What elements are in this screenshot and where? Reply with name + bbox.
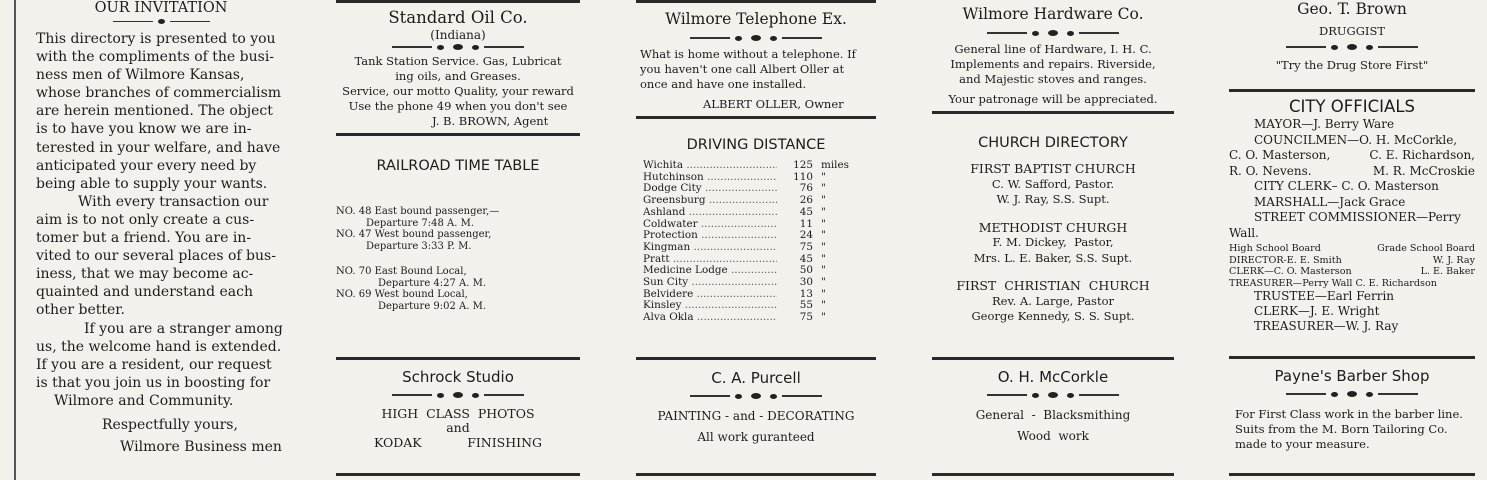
board-treasurer: TREASURER—Perry Wall C. E. Richardson: [1229, 277, 1437, 289]
driving-table: [636, 160, 876, 324]
church-pastor: F. M. Dickey, Pastor,: [992, 235, 1114, 249]
invitation-line: other better.: [36, 302, 125, 319]
distance-miles: 13: [799, 287, 813, 300]
invitation-signature: Wilmore Business men: [120, 438, 282, 455]
ornament-divider: [1229, 391, 1475, 397]
standard-oil-line: Service, our motto Quality, your reward: [342, 84, 574, 98]
invitation-body: [36, 30, 286, 410]
schrock-line-2: and: [446, 420, 470, 435]
section-rule: [1229, 473, 1475, 476]
distance-place: Kinsley .....: [643, 300, 777, 312]
hardware-patronage: Your patronage will be appreciated.: [948, 92, 1158, 106]
distance-place: Greensburg .....: [643, 195, 777, 207]
standard-oil-name: Standard Oil Co.: [388, 8, 528, 27]
standard-oil-line: ing oils, and Greases.: [395, 69, 521, 83]
invitation-line: being able to supply your wants.: [36, 175, 268, 192]
distance-miles: 55: [799, 299, 813, 312]
distance-miles: 110: [793, 170, 813, 183]
section-rule: [932, 357, 1174, 360]
distance-unit: ": [821, 287, 826, 300]
distance-row: [643, 277, 876, 289]
distance-miles: 125: [793, 159, 813, 171]
railroad-line: NO. 47 West bound passenger,: [336, 229, 492, 241]
church-pastor: C. W. Safford, Pastor.: [991, 176, 1115, 191]
invitation-line: tomer but a friend. You are in-: [36, 230, 252, 247]
payne-line: Suits from the M. Born Tailoring Co.: [1235, 422, 1448, 436]
invitation-column: [36, 0, 286, 480]
mccorkle-line-2: Wood work: [1017, 429, 1089, 443]
telephone-name: Wilmore Telephone Ex.: [665, 10, 847, 28]
ornament-divider: [336, 44, 580, 50]
distance-unit: ": [821, 229, 826, 242]
church-superintendent: Mrs. L. E. Baker, S.S. Supt.: [973, 250, 1133, 265]
invitation-closing: Respectfully yours,: [102, 416, 238, 433]
board-clerk-grade: L. E. Baker: [1420, 266, 1475, 278]
officials-councilmen-row: [1229, 164, 1475, 180]
invitation-line: If you are a resident, our request: [36, 356, 272, 373]
distance-unit: ": [821, 182, 826, 195]
railroad-line: Departure 7:48 A. M.: [366, 217, 475, 229]
ornament-divider: [932, 30, 1174, 36]
brown-name: Geo. T. Brown: [1297, 0, 1407, 18]
mccorkle-line-1: General - Blacksmithing: [975, 408, 1131, 422]
standard-oil-sub: (Indiana): [430, 28, 486, 42]
section-rule: [636, 357, 876, 360]
brown-sub: DRUGGIST: [1318, 24, 1386, 38]
distance-unit: ": [821, 264, 826, 277]
schrock-kodak: KODAK: [374, 435, 422, 450]
invitation-line: vited to our several places of bus-: [36, 248, 276, 265]
high-school-board-label: High School Board: [1229, 243, 1321, 254]
distance-place: Pratt .....: [643, 254, 777, 266]
board-director: DIRECTOR-E. E. Smith: [1229, 254, 1342, 266]
church-list: [932, 161, 1174, 325]
distance-miles: 26: [799, 194, 813, 207]
distance-place: Dodge City .....: [643, 183, 777, 195]
schrock-line-1: HIGH CLASS PHOTOS: [381, 406, 535, 421]
distance-unit: ": [821, 299, 826, 312]
officials-title: CITY OFFICIALS: [1289, 97, 1415, 116]
telephone-owner: ALBERT OLLER, Owner: [703, 97, 844, 111]
column-3: [636, 0, 876, 480]
purcell-name: C. A. Purcell: [711, 369, 801, 387]
invitation-line: With every transaction our: [78, 193, 269, 210]
invitation-line: is to have you know we are in-: [36, 121, 252, 138]
hardware-line: and Majestic stoves and ranges.: [959, 72, 1147, 86]
distance-place: Alva Okla .....: [643, 312, 777, 324]
invitation-line: iness, that we may become ac-: [36, 266, 254, 283]
distance-place: Sun City .....: [643, 277, 777, 289]
officials-city-clerk: CITY CLERK– C. O. Masterson: [1254, 179, 1439, 193]
invitation-line: quainted and understand each: [36, 284, 253, 301]
ornament-divider: [636, 35, 876, 41]
column-5: [1229, 0, 1475, 480]
standard-oil-line: Use the phone 49 when you don't see: [348, 99, 568, 113]
township-clerk: CLERK—J. E. Wright: [1254, 304, 1380, 319]
standard-oil-line: Tank Station Service. Gas, Lubricat: [354, 54, 562, 68]
church-name: FIRST CHRISTIAN CHURCH: [956, 278, 1150, 293]
railroad-eastwest-passenger: [336, 206, 580, 253]
ornament-divider: [1229, 44, 1475, 50]
railroad-title: RAILROAD TIME TABLE: [376, 158, 540, 174]
distance-row: [643, 230, 876, 242]
invitation-line: whose branches of commercialism: [36, 85, 282, 102]
brown-slogan: "Try the Drug Store First": [1275, 58, 1429, 72]
purcell-line-1: PAINTING - and - DECORATING: [657, 409, 855, 423]
distance-place: Hutchinson .....: [643, 172, 777, 184]
church-title: CHURCH DIRECTORY: [978, 135, 1128, 151]
standard-oil-text: [336, 54, 580, 114]
township-trustee: TRUSTEE—Earl Ferrin: [1254, 289, 1395, 304]
hardware-line: Implements and repairs. Riverside,: [950, 57, 1156, 71]
distance-row: [643, 265, 876, 277]
invitation-line: aim is to not only create a cus-: [36, 211, 255, 228]
councilman-nevens: R. O. Nevens.: [1229, 163, 1312, 178]
railroad-local-trains: [336, 266, 580, 313]
section-rule: [636, 116, 876, 119]
councilman-masterson: C. O. Masterson,: [1229, 148, 1331, 162]
distance-place: Kingman .....: [643, 242, 777, 254]
telephone-line: once and have one installed.: [640, 77, 807, 91]
payne-ad: [1229, 367, 1475, 452]
section-rule: [336, 473, 580, 476]
section-rule: [336, 357, 580, 360]
invitation-line: are herein mentioned. The object: [36, 103, 273, 120]
grade-school-board-label: Grade School Board: [1377, 243, 1475, 254]
payne-line: made to your measure.: [1235, 437, 1370, 451]
railroad-line: NO. 69 West bound Local,: [336, 289, 468, 301]
distance-unit: ": [821, 276, 826, 289]
invitation-line: is that you join us in boosting for: [36, 374, 271, 391]
section-rule: [1229, 356, 1475, 359]
distance-miles: 50: [799, 264, 813, 277]
distance-unit: ": [821, 311, 826, 324]
distance-place: Protection .....: [643, 230, 777, 242]
hardware-line: General line of Hardware, I. H. C.: [954, 42, 1152, 56]
distance-miles: 76: [799, 182, 813, 195]
distance-place: Coldwater .....: [643, 219, 777, 231]
railroad-line: Departure 4:27 A. M.: [378, 277, 487, 289]
section-rule: [336, 0, 580, 3]
township-officers: [1229, 289, 1475, 334]
telephone-line: you haven't one call Albert Oller at: [640, 62, 845, 76]
payne-line: For First Class work in the barber line.: [1235, 407, 1463, 421]
councilman-richardson: C. E. Richardson,: [1369, 148, 1475, 162]
section-rule: [932, 111, 1174, 114]
section-rule: [336, 133, 580, 136]
distance-row: [643, 242, 876, 254]
schrock-finishing: FINISHING: [467, 435, 542, 450]
distance-row: [643, 289, 876, 301]
distance-unit: ": [821, 170, 826, 183]
telephone-text: [636, 47, 876, 92]
distance-row: [643, 172, 876, 184]
invitation-line: terested in your welfare, and have: [36, 139, 281, 156]
officials-mayor: MAYOR—J. Berry Ware: [1254, 117, 1395, 131]
board-clerk: CLERK—C. O. Masterson: [1229, 266, 1352, 278]
church-superintendent: W. J. Ray, S.S. Supt.: [996, 192, 1110, 206]
invitation-line: ness men of Wilmore Kansas,: [36, 67, 245, 84]
invitation-line: If you are a stranger among: [84, 320, 283, 337]
invitation-line: Wilmore and Community.: [54, 392, 234, 409]
distance-row: [643, 160, 876, 172]
section-rule: [636, 473, 876, 476]
railroad-line: NO. 48 East bound passenger,—: [336, 206, 500, 217]
distance-unit: miles: [821, 159, 849, 171]
distance-unit: ": [821, 194, 826, 207]
officials-street-commissioner-name: Wall.: [1229, 225, 1259, 240]
school-board: [1229, 243, 1475, 289]
school-board-header: [1229, 243, 1475, 255]
township-treasurer: TREASURER—W. J. Ray: [1254, 319, 1399, 334]
distance-unit: ": [821, 217, 826, 230]
officials-list: [1229, 117, 1475, 241]
hardware-text: [932, 42, 1174, 87]
church-entry: [932, 220, 1174, 267]
church-pastor: Rev. A. Large, Pastor: [991, 293, 1114, 308]
section-rule: [1229, 89, 1475, 92]
column-2: [336, 0, 580, 480]
distance-miles: 11: [799, 217, 813, 230]
distance-row: [643, 312, 876, 324]
distance-unit: ": [821, 205, 826, 218]
purcell-line-2: All work guranteed: [697, 430, 815, 444]
church-superintendent: George Kennedy, S. S. Supt.: [971, 309, 1135, 323]
distance-row: [643, 254, 876, 266]
distance-miles: 45: [799, 252, 813, 265]
mccorkle-ad: [932, 368, 1174, 444]
invitation-line: us, the welcome hand is extended.: [36, 338, 282, 355]
standard-oil-agent: J. B. BROWN, Agent: [432, 114, 549, 128]
officials-street-commissioner: STREET COMMISSIONER—Perry: [1254, 210, 1461, 224]
driving-title: DRIVING DISTANCE: [686, 137, 826, 153]
invitation-line: anticipated your every need by: [36, 157, 257, 174]
distance-unit: ": [821, 240, 826, 253]
board-director-grade: W. J. Ray: [1432, 254, 1475, 266]
distance-miles: 75: [799, 240, 813, 253]
railroad-line: Departure 9:02 A. M.: [378, 300, 487, 312]
distance-row: [643, 219, 876, 231]
officials-councilmen: COUNCILMEN—O. H. McCorkle,: [1254, 132, 1458, 147]
school-board-row: [1229, 266, 1475, 278]
distance-miles: 30: [799, 276, 813, 289]
officials-councilmen-row: [1229, 148, 1475, 164]
distance-place: Ashland .....: [643, 207, 777, 219]
section-rule: [636, 0, 876, 3]
councilman-mccroskie: M. R. McCroskie: [1372, 163, 1475, 178]
church-name: FIRST BAPTIST CHURCH: [970, 161, 1136, 176]
officials-marshall: MARSHALL—Jack Grace: [1254, 194, 1406, 209]
schrock-ad: [336, 368, 580, 450]
church-entry: [932, 161, 1174, 208]
payne-name: Payne's Barber Shop: [1274, 367, 1430, 385]
ornament-divider: [36, 19, 286, 24]
ornament-divider: [932, 392, 1174, 398]
page-edge-line: [14, 0, 16, 480]
distance-place: Medicine Lodge .....: [643, 265, 777, 277]
schrock-name: Schrock Studio: [402, 368, 514, 386]
railroad-line: NO. 70 East Bound Local,: [336, 265, 467, 277]
distance-unit: ": [821, 252, 826, 265]
distance-row: [643, 207, 876, 219]
ornament-divider: [336, 392, 580, 398]
payne-text: [1229, 407, 1475, 452]
section-rule: [932, 473, 1174, 476]
church-entry: [932, 278, 1174, 325]
distance-miles: 75: [799, 311, 813, 324]
column-4: [932, 0, 1174, 480]
mccorkle-name: O. H. McCorkle: [997, 368, 1109, 386]
distance-place: Belvidere .....: [643, 289, 777, 301]
railroad-line: Departure 3:33 P. M.: [366, 241, 472, 253]
school-board-row: [1229, 255, 1475, 267]
distance-row: [643, 195, 876, 207]
schrock-line-3: [336, 435, 580, 450]
hardware-name: Wilmore Hardware Co.: [962, 5, 1144, 23]
purcell-ad: [636, 369, 876, 445]
distance-row: [643, 300, 876, 312]
church-name: METHODIST CHURGH: [978, 219, 1128, 235]
invitation-title: OUR INVITATION: [94, 0, 228, 16]
telephone-line: What is home without a telephone. If: [640, 47, 856, 61]
invitation-line: This directory is presented to you: [36, 31, 276, 47]
distance-place: Wichita .....: [643, 160, 777, 172]
ornament-divider: [636, 393, 876, 399]
distance-row: [643, 183, 876, 195]
distance-miles: 24: [799, 229, 813, 242]
distance-miles: 45: [799, 205, 813, 218]
invitation-line: with the compliments of the busi-: [36, 49, 275, 66]
